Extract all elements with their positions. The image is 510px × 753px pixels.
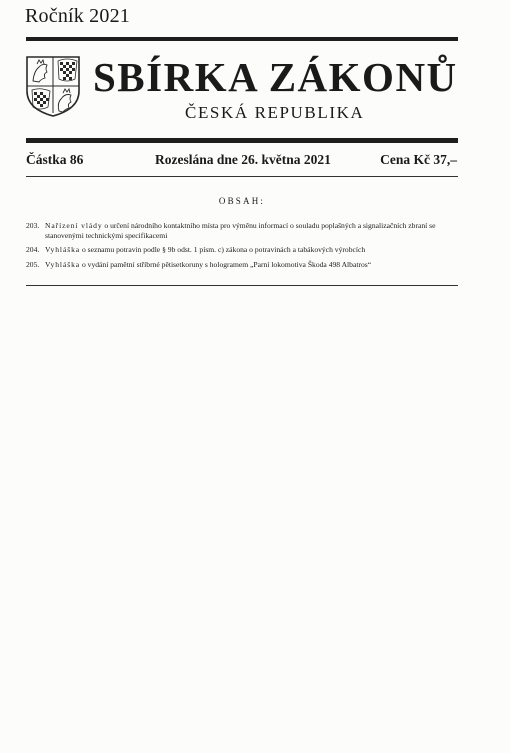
item-number: 203. bbox=[26, 221, 40, 230]
issue-price: Cena Kč 37,– bbox=[380, 152, 457, 167]
czech-state-coat-of-arms-icon bbox=[25, 55, 81, 118]
item-description: o vydání pamětní stříbrné pětisetkoruny s hologramem „Parní lokomotiva Škoda 498 Albatros“ bbox=[80, 260, 372, 269]
contents-item-203 bbox=[26, 221, 460, 241]
item-text bbox=[45, 245, 460, 255]
item-description: o určení národního kontaktního místa pro výměnu informací o souladu poplašných a signalizačních zbraní se stanovenými technickými specifikacemi bbox=[45, 221, 436, 240]
item-text bbox=[45, 260, 460, 270]
issue-date: Rozeslána dne 26. května 2021 bbox=[155, 152, 331, 167]
item-description: o seznamu potravin podle § 9b odst. 1 písm. c) zákona o potravinách a tabákových výrobcích bbox=[80, 245, 366, 254]
item-kind: Nařízení vlády bbox=[45, 221, 103, 230]
gazette-subtitle: ČESKÁ REPUBLIKA bbox=[185, 103, 365, 122]
contents-item-204 bbox=[26, 245, 460, 255]
item-kind: Vyhláška bbox=[45, 245, 81, 254]
contents-bottom-rule bbox=[26, 285, 458, 286]
item-kind: Vyhláška bbox=[45, 260, 81, 269]
issue-part: Částka 86 bbox=[26, 152, 84, 167]
meta-rule bbox=[26, 176, 458, 177]
contents-item-205 bbox=[26, 260, 460, 270]
contents-heading: OBSAH: bbox=[218, 196, 266, 206]
item-text bbox=[45, 221, 460, 241]
gazette-title: SBÍRKA ZÁKONŮ bbox=[93, 54, 458, 100]
item-number: 204. bbox=[26, 245, 40, 254]
item-number: 205. bbox=[26, 260, 40, 269]
top-rule bbox=[26, 37, 458, 41]
volume-year: Ročník 2021 bbox=[25, 5, 130, 27]
header-bottom-rule bbox=[26, 138, 458, 143]
